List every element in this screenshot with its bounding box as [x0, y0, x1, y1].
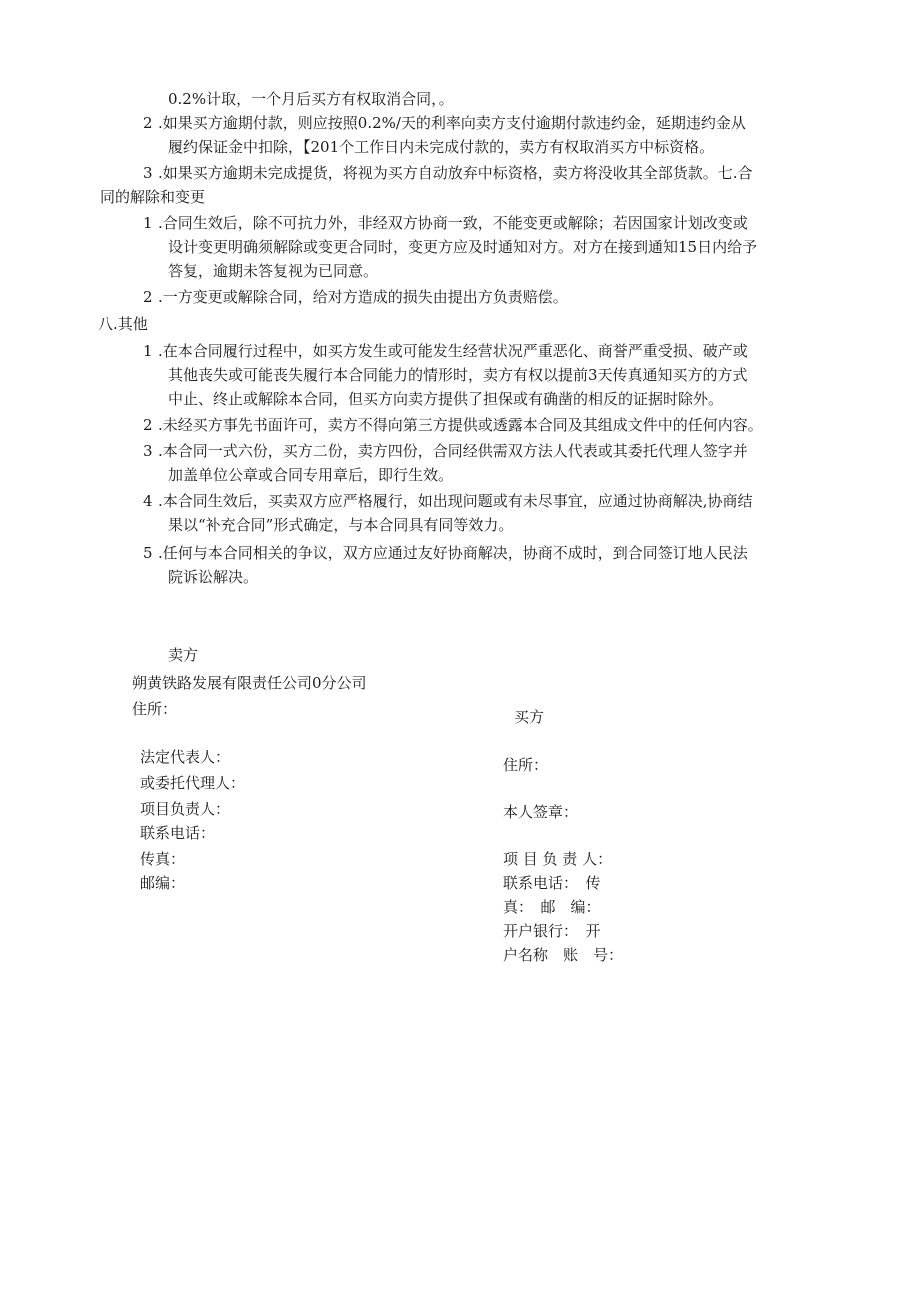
seller-company: 朔黄铁路发展有限责任公司0分公司 — [132, 674, 367, 692]
s8-item4-line1: .本合同生效后，买卖双方应严格履行，如出现问题或有未尽事宜，应通过协商解决,协商结 — [158, 492, 753, 510]
s8-item4-line2: 果以“补充合同”形式确定，与本合同具有同等效力。 — [168, 516, 514, 534]
buyer-info-line3: 开户银行： 开 — [503, 922, 601, 940]
section8-title: 八.其他 — [98, 315, 148, 333]
item2-number: 2 — [143, 114, 153, 132]
item2-line2: 履约保证金中扣除，【201个工作日内未完成付款的，卖方有权取消买方中标资格。 — [168, 138, 715, 156]
s7-item1-line2: 设计变更明确须解除或变更合同时，变更方应及时通知对方。对方在接到通知15日内给予 — [168, 238, 758, 256]
item3-number: 3 — [143, 164, 153, 182]
buyer-info-line2: 真： 邮 编： — [503, 898, 601, 916]
seller-agent: 或委托代理人： — [140, 774, 246, 792]
s8-item1-line2: 其他丧失或可能丧失履行本合同能力的情形时，卖方有权以提前3天传真通知买方的方式 — [168, 366, 748, 384]
s8-item3-line1: .本合同一式六份，买方二份，卖方四份，合同经供需双方法人代表或其委托代理人签字并 — [158, 442, 748, 460]
seller-postcode: 邮编： — [140, 874, 186, 892]
s8-item1-line3: 中止、终止或解除本合同，但买方向卖方提供了担保或有确凿的相反的证据时除外。 — [168, 390, 724, 408]
buyer-signature: 本人签章： — [503, 803, 579, 821]
seller-address-label: 住所： — [132, 700, 178, 718]
s8-item1-line1: .在本合同履行过程中，如买方发生或可能发生经营状况严重恶化、商誉严重受损、破产或 — [158, 342, 748, 360]
buyer-address-label: 住所： — [503, 756, 549, 774]
s8-item2-line1: .未经买方事先书面许可，卖方不得向第三方提供或透露本合同及其组成文件中的任何内容。 — [158, 416, 763, 434]
s8-item4-number: 4 — [143, 492, 153, 510]
item3-line1: .如果买方逾期未完成提货，将视为买方自动放弃中标资格，卖方将没收其全部货款。七.合 — [158, 164, 753, 182]
s7-item1-line3: 答复，逾期未答复视为已同意。 — [168, 262, 379, 280]
buyer-info-line4: 户名称 账 号： — [503, 946, 624, 964]
buyer-info-line1: 联系电话： 传 — [503, 874, 601, 892]
s8-item5-number: 5 — [143, 544, 153, 562]
item3-line2: 同的解除和变更 — [100, 188, 206, 206]
clause-continuation: 0.2%计取，一个月后买方有权取消合同，。 — [168, 90, 454, 108]
seller-fax: 传真： — [140, 850, 186, 868]
seller-legal-rep: 法定代表人： — [140, 748, 231, 766]
item2-line1: .如果买方逾期付款，则应按照0.2%/天的利率向卖方支付逾期付款违约金，延期违约金从 — [158, 114, 746, 132]
s8-item5-line2: 院诉讼解决。 — [168, 568, 259, 586]
buyer-title: 买方 — [514, 708, 545, 726]
s7-item1-number: 1 — [143, 214, 153, 232]
seller-phone: 联系电话： — [140, 824, 216, 842]
s7-item2-number: 2 — [143, 288, 153, 306]
seller-project-lead: 项目负责人： — [140, 800, 231, 818]
s8-item3-number: 3 — [143, 442, 153, 460]
buyer-project-lead: 项 目 负 责 人： — [503, 850, 613, 868]
s8-item3-line2: 加盖单位公章或合同专用章后，即行生效。 — [168, 466, 454, 484]
seller-title: 卖方 — [168, 646, 199, 664]
s8-item2-number: 2 — [143, 416, 153, 434]
s8-item1-number: 1 — [143, 342, 153, 360]
s7-item1-line1: .合同生效后，除不可抗力外，非经双方协商一致，不能变更或解除；若因国家计划改变或 — [158, 214, 748, 232]
s7-item2-line1: .一方变更或解除合同，给对方造成的损失由提出方负责赔偿。 — [158, 288, 568, 306]
s8-item5-line1: .任何与本合同相关的争议，双方应通过友好协商解决，协商不成时，到合同签订地人民法 — [158, 544, 748, 562]
